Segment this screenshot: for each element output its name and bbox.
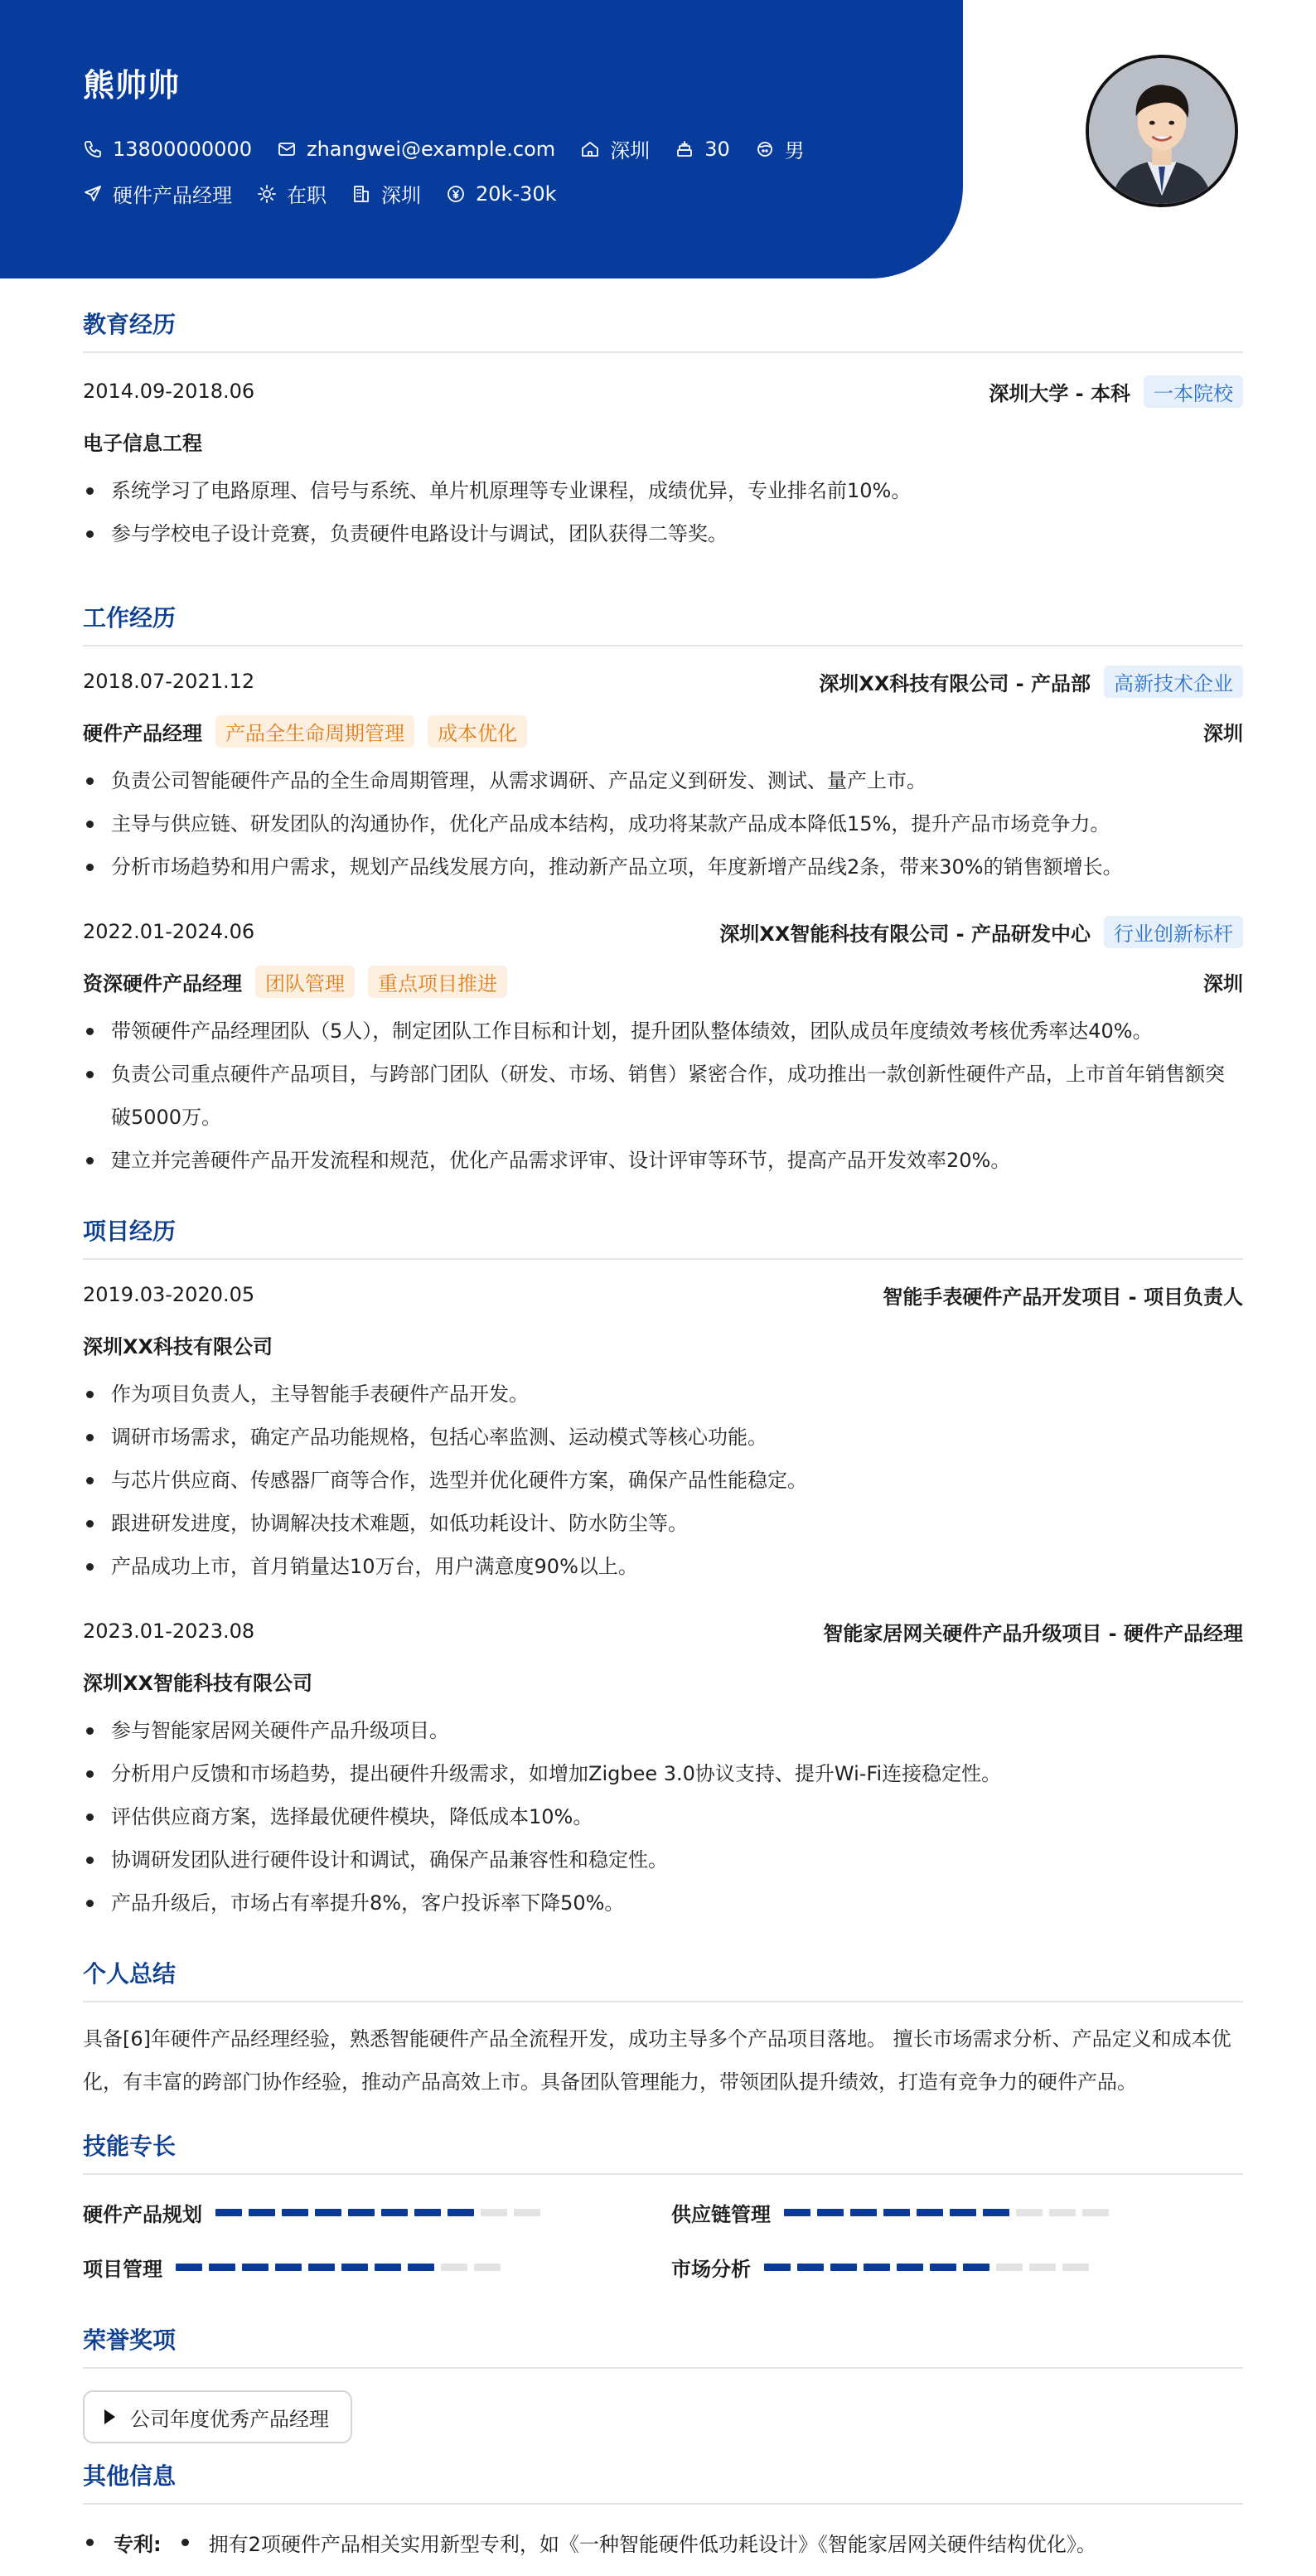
job-intent-row xyxy=(83,179,582,208)
skill-name: 市场分析 xyxy=(671,2258,751,2281)
status-text: 在职 xyxy=(287,184,327,207)
summary-text xyxy=(83,2017,1243,2104)
skill-level-filled xyxy=(448,2209,474,2216)
list-item: 评估供应商方案，选择最优硬件模块，降低成本10%。 xyxy=(83,1795,1243,1838)
age-icon xyxy=(675,139,694,159)
mail-icon xyxy=(277,139,297,159)
candidate-name: 熊帅帅 xyxy=(83,67,181,104)
email-item xyxy=(277,138,555,161)
other-section xyxy=(83,2460,1243,2568)
job-city: 深圳 xyxy=(1203,971,1243,995)
skill-level-filled xyxy=(275,2264,302,2271)
phone-text: 13800000000 xyxy=(113,137,252,161)
summary-line: 化，有丰富的跨部门协作经验，推动产品高效上市。具备团队管理能力，带领团队提升绩效，打造有竞争力的硬件产品。 xyxy=(83,2070,1137,2094)
education-header-row xyxy=(83,376,1243,406)
job-company: 深圳XX科技有限公司 - 产品部 xyxy=(819,671,1091,695)
section-divider xyxy=(83,1258,1243,1260)
skill-name: 供应链管理 xyxy=(671,2203,771,2226)
other-item xyxy=(83,2528,1096,2557)
company-tag: 高新技术企业 xyxy=(1104,666,1243,698)
section-divider xyxy=(83,2503,1243,2505)
awards-section xyxy=(83,2324,1243,2457)
education-major-row xyxy=(83,426,1243,456)
bullet-dot xyxy=(181,2539,189,2546)
skill-level-empty xyxy=(441,2264,467,2271)
profile-photo-icon xyxy=(1089,58,1235,204)
skill-level-filled xyxy=(249,2209,275,2216)
list-item: 分析市场趋势和用户需求，规划产品线发展方向，推动新产品立项，年度新增产品线2条，带来30%的销售额增长。 xyxy=(83,845,1243,889)
skill-level-filled xyxy=(963,2264,989,2271)
job-company: 深圳XX智能科技有限公司 - 产品研发中心 xyxy=(719,922,1091,946)
project-company: 深圳XX智能科技有限公司 xyxy=(83,1671,313,1695)
skill-tag: 成本优化 xyxy=(428,715,527,748)
other-label: 专利: xyxy=(114,2533,162,2556)
city-item xyxy=(580,134,650,163)
job-title-row xyxy=(83,966,1243,996)
list-item: 产品升级后，市场占有率提升8%，客户投诉率下降50%。 xyxy=(83,1881,1243,1925)
list-item: 协调研发团队进行硬件设计和调试，确保产品兼容性和稳定性。 xyxy=(83,1838,1243,1881)
list-item: 带领硬件产品经理团队（5人），制定团队工作目标和计划，提升团队整体绩效，团队成员年度绩效考核优秀率达40%。 xyxy=(83,1010,1243,1053)
gender-text: 男 xyxy=(784,139,805,162)
salary-icon xyxy=(446,184,466,204)
skill-level-filled xyxy=(830,2264,857,2271)
other-text: 拥有2项硬件产品相关实用新型专利，如《一种智能硬件低功耗设计》《智能家居网关硬件结构优化》。 xyxy=(208,2533,1096,2556)
job-header-row xyxy=(83,666,1243,696)
job-city: 深圳 xyxy=(1203,721,1243,745)
project-bullets xyxy=(83,1709,1243,1925)
project-company-row xyxy=(83,1329,1243,1359)
skill-level-filled xyxy=(348,2209,375,2216)
job-bullets xyxy=(83,759,1243,889)
list-item: 产品成功上市，首月销量达10万台，用户满意度90%以上。 xyxy=(83,1545,1243,1588)
list-item: 作为项目负责人，主导智能手表硬件产品开发。 xyxy=(83,1373,1243,1416)
job-header-row xyxy=(83,917,1243,947)
city-text: 深圳 xyxy=(610,139,651,162)
project-header-row xyxy=(83,1280,1243,1310)
project-date: 2023.01-2023.08 xyxy=(83,1620,255,1643)
target-city-item xyxy=(351,179,421,208)
skill-name: 硬件产品规划 xyxy=(83,2203,202,2226)
education-section xyxy=(83,308,1243,565)
list-item: 与芯片供应商、传感器厂商等合作，选型并优化硬件方案，确保产品性能稳定。 xyxy=(83,1459,1243,1502)
skill-level-filled xyxy=(764,2264,791,2271)
skill-item xyxy=(83,2253,507,2282)
education-major: 电子信息工程 xyxy=(83,431,202,455)
section-divider xyxy=(83,2001,1243,2002)
skill-level-filled xyxy=(917,2209,943,2216)
job-bullets xyxy=(83,1010,1243,1182)
skill-level-bar xyxy=(764,2264,1096,2271)
list-item: 调研市场需求，确定产品功能规格，包括心率监测、运动模式等核心功能。 xyxy=(83,1416,1243,1459)
skill-level-filled xyxy=(381,2209,408,2216)
section-divider xyxy=(83,2173,1243,2175)
section-title-project: 项目经历 xyxy=(83,1218,177,1245)
status-item xyxy=(257,179,327,208)
skill-level-filled xyxy=(176,2264,202,2271)
job-date: 2018.07-2021.12 xyxy=(83,670,255,693)
skill-level-filled xyxy=(930,2264,956,2271)
list-item: 参与学校电子设计竞赛，负责硬件电路设计与调试，团队获得二等奖。 xyxy=(83,512,1243,555)
skill-level-empty xyxy=(1082,2209,1109,2216)
section-divider xyxy=(83,2367,1243,2369)
education-tag: 一本院校 xyxy=(1144,375,1243,408)
gender-icon xyxy=(755,139,775,159)
skill-level-empty xyxy=(996,2264,1023,2271)
education-school: 深圳大学 - 本科 xyxy=(989,381,1130,405)
target-city-text: 深圳 xyxy=(381,184,421,207)
skill-level-filled xyxy=(215,2209,242,2216)
skill-level-filled xyxy=(883,2209,910,2216)
skill-level-filled xyxy=(242,2264,269,2271)
list-item: 负责公司重点硬件产品项目，与跨部门团队（研发、市场、销售）紧密合作，成功推出一款创新性硬件产品，上市首年销售额突破5000万。 xyxy=(83,1053,1243,1139)
section-title-other: 其他信息 xyxy=(83,2462,177,2490)
education-bullets xyxy=(83,469,1243,555)
project-company-row xyxy=(83,1666,1243,1696)
skill-level-filled xyxy=(950,2209,976,2216)
section-title-education: 教育经历 xyxy=(83,311,177,338)
skill-level-filled xyxy=(375,2264,401,2271)
skill-item xyxy=(671,2198,1115,2227)
section-title-skills: 技能专长 xyxy=(83,2133,177,2160)
list-item: 分析用户反馈和市场趋势，提出硬件升级需求，如增加Zigbee 3.0协议支持、提升Wi-Fi连接稳定性。 xyxy=(83,1752,1243,1795)
skill-level-filled xyxy=(408,2264,434,2271)
salary-item xyxy=(446,182,557,206)
award-item: 公司年度优秀产品经理 xyxy=(130,2407,329,2431)
skill-level-filled xyxy=(797,2264,824,2271)
skill-level-filled xyxy=(983,2209,1009,2216)
skill-level-empty xyxy=(481,2209,507,2216)
section-divider xyxy=(83,351,1243,353)
award-toggle-button[interactable] xyxy=(83,2390,352,2443)
skill-level-filled xyxy=(341,2264,368,2271)
bullet-dot xyxy=(86,2539,94,2546)
section-title-summary: 个人总结 xyxy=(83,1960,177,1988)
skill-level-empty xyxy=(1062,2264,1089,2271)
project-date: 2019.03-2020.05 xyxy=(83,1283,255,1306)
education-date: 2014.09-2018.06 xyxy=(83,380,255,403)
skill-level-filled xyxy=(817,2209,844,2216)
work-section xyxy=(83,602,1243,1198)
phone-icon xyxy=(83,139,103,159)
skill-name: 项目管理 xyxy=(83,2258,162,2281)
skill-level-empty xyxy=(514,2209,540,2216)
project-name: 智能家居网关硬件产品升级项目 - 硬件产品经理 xyxy=(823,1621,1243,1645)
building-icon xyxy=(351,184,371,204)
list-item: 系统学习了电路原理、信号与系统、单片机原理等专业课程，成绩优异，专业排名前10%。 xyxy=(83,469,1243,512)
skill-item xyxy=(83,2198,547,2227)
list-item: 参与智能家居网关硬件产品升级项目。 xyxy=(83,1709,1243,1752)
list-item: 跟进研发进度，协调解决技术难题，如低功耗设计、防水防尘等。 xyxy=(83,1502,1243,1545)
email-text: zhangwei@example.com xyxy=(306,137,556,161)
skill-level-filled xyxy=(850,2209,877,2216)
skill-level-filled xyxy=(209,2264,235,2271)
avatar xyxy=(1086,55,1238,207)
skill-level-filled xyxy=(414,2209,441,2216)
job-date: 2022.01-2024.06 xyxy=(83,920,255,943)
skill-level-filled xyxy=(308,2264,335,2271)
skill-level-bar xyxy=(215,2209,547,2216)
section-title-work: 工作经历 xyxy=(83,604,177,632)
job-title: 硬件产品经理 xyxy=(83,721,202,745)
status-icon xyxy=(257,184,277,204)
list-item: 主导与供应链、研发团队的沟通协作，优化产品成本结构，成功将某款产品成本降低15%，提升产品市场竞争力。 xyxy=(83,802,1243,845)
age-item xyxy=(675,138,730,161)
skill-level-filled xyxy=(897,2264,923,2271)
summary-section xyxy=(83,1958,1243,2112)
skill-tag: 团队管理 xyxy=(255,966,355,998)
phone-item xyxy=(83,138,252,161)
project-section xyxy=(83,1215,1243,1944)
gender-item xyxy=(755,134,805,163)
skill-level-empty xyxy=(1049,2209,1076,2216)
target-job-text: 硬件产品经理 xyxy=(113,184,232,207)
list-item: 建立并完善硬件产品开发流程和规范，优化产品需求评审、设计评审等环节，提高产品开发效率20%。 xyxy=(83,1139,1243,1182)
skill-level-empty xyxy=(474,2264,501,2271)
skill-tag: 产品全生命周期管理 xyxy=(215,715,414,748)
skill-level-filled xyxy=(784,2209,810,2216)
send-icon xyxy=(83,184,103,204)
job-title-row xyxy=(83,716,1243,746)
list-item: 负责公司智能硬件产品的全生命周期管理，从需求调研、产品定义到研发、测试、量产上市。 xyxy=(83,759,1243,802)
project-header-row xyxy=(83,1616,1243,1646)
salary-text: 20k-30k xyxy=(476,182,557,206)
section-title-awards: 荣誉奖项 xyxy=(83,2327,177,2354)
skill-level-empty xyxy=(1016,2209,1043,2216)
skill-level-filled xyxy=(864,2264,890,2271)
skills-section xyxy=(83,2130,1243,2288)
play-icon xyxy=(104,2409,115,2424)
summary-line: 具备[6]年硬件产品经理经验，熟悉智能硬件产品全流程开发，成功主导多个产品项目落地。 擅长市场需求分析、产品定义和成本优 xyxy=(83,2027,1231,2051)
skill-level-filled xyxy=(315,2209,341,2216)
target-job-item xyxy=(83,179,232,208)
skill-level-bar xyxy=(176,2264,507,2271)
skill-level-empty xyxy=(1029,2264,1056,2271)
job-title: 资深硬件产品经理 xyxy=(83,971,242,995)
skill-tag: 重点项目推进 xyxy=(368,966,507,998)
contact-row xyxy=(83,134,830,163)
skill-item xyxy=(671,2253,1096,2282)
section-divider xyxy=(83,645,1243,646)
company-tag: 行业创新标杆 xyxy=(1104,916,1243,948)
project-name: 智能手表硬件产品开发项目 - 项目负责人 xyxy=(883,1285,1243,1309)
project-bullets xyxy=(83,1373,1243,1588)
home-icon xyxy=(580,139,600,159)
skill-level-filled xyxy=(282,2209,308,2216)
skill-level-bar xyxy=(784,2209,1115,2216)
project-company: 深圳XX科技有限公司 xyxy=(83,1334,273,1358)
age-text: 30 xyxy=(704,137,730,161)
